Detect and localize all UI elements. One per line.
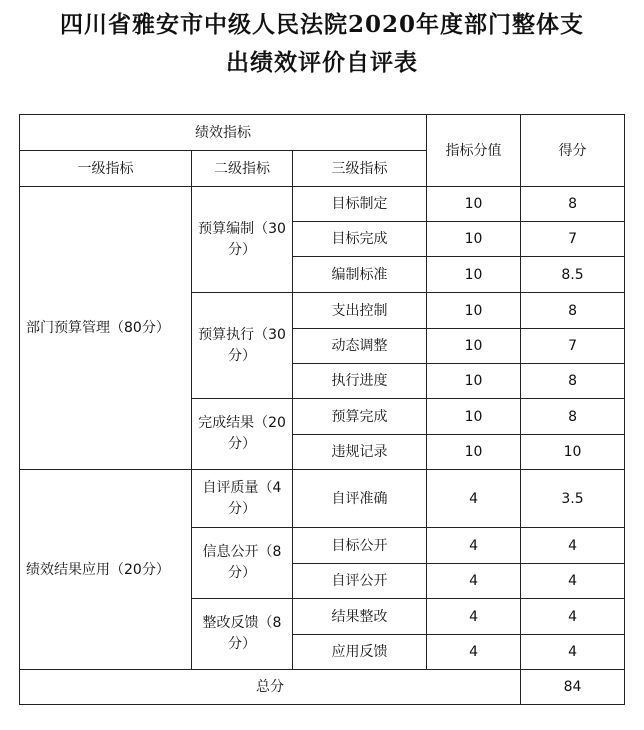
level-3-indicator: 自评公开 bbox=[293, 564, 427, 599]
score-value-cell: 10 bbox=[427, 293, 521, 329]
evaluation-table bbox=[19, 114, 625, 705]
level-3-indicator: 支出控制 bbox=[293, 293, 427, 329]
level-2-indicator: 信息公开（8分） bbox=[192, 528, 293, 599]
total-row bbox=[20, 670, 625, 705]
score-cell: 8 bbox=[521, 187, 625, 222]
score-value-cell: 10 bbox=[427, 329, 521, 364]
total-score: 84 bbox=[521, 670, 625, 705]
score-cell: 8.5 bbox=[521, 257, 625, 293]
score-cell: 4 bbox=[521, 564, 625, 599]
score-cell: 10 bbox=[521, 435, 625, 470]
level-3-indicator: 目标制定 bbox=[293, 187, 427, 222]
header-level-1: 一级指标 bbox=[20, 151, 192, 187]
score-value-cell: 4 bbox=[427, 470, 521, 528]
score-cell: 8 bbox=[521, 293, 625, 329]
level-2-indicator: 整改反馈（8分） bbox=[192, 599, 293, 670]
level-3-indicator: 目标公开 bbox=[293, 528, 427, 564]
header-level-3: 三级指标 bbox=[293, 151, 427, 187]
score-cell: 7 bbox=[521, 222, 625, 257]
level-1-indicator: 部门预算管理（80分） bbox=[20, 187, 192, 470]
score-value-cell: 4 bbox=[427, 564, 521, 599]
score-value-cell: 4 bbox=[427, 528, 521, 564]
header-row-1 bbox=[20, 115, 625, 151]
score-value-cell: 10 bbox=[427, 222, 521, 257]
document-title bbox=[0, 6, 644, 82]
total-label: 总分 bbox=[20, 670, 521, 705]
score-value-cell: 10 bbox=[427, 187, 521, 222]
score-cell: 4 bbox=[521, 528, 625, 564]
header-score: 得分 bbox=[521, 115, 625, 187]
level-1-indicator: 绩效结果应用（20分） bbox=[20, 470, 192, 670]
level-3-indicator: 预算完成 bbox=[293, 399, 427, 435]
score-cell: 8 bbox=[521, 364, 625, 399]
table-row bbox=[20, 187, 625, 222]
level-3-indicator: 自评准确 bbox=[293, 470, 427, 528]
title-line-1: 四川省雅安市中级人民法院2020年度部门整体支 bbox=[59, 11, 584, 38]
level-2-indicator: 完成结果（20分） bbox=[192, 399, 293, 470]
score-value-cell: 4 bbox=[427, 635, 521, 670]
table-row bbox=[20, 470, 625, 528]
score-value-cell: 4 bbox=[427, 599, 521, 635]
score-cell: 7 bbox=[521, 329, 625, 364]
score-value-cell: 10 bbox=[427, 399, 521, 435]
score-cell: 4 bbox=[521, 599, 625, 635]
level-2-indicator: 预算执行（30分） bbox=[192, 293, 293, 399]
header-performance-indicators: 绩效指标 bbox=[20, 115, 427, 151]
level-3-indicator: 编制标准 bbox=[293, 257, 427, 293]
level-3-indicator: 应用反馈 bbox=[293, 635, 427, 670]
level-3-indicator: 目标完成 bbox=[293, 222, 427, 257]
level-3-indicator: 违规记录 bbox=[293, 435, 427, 470]
score-cell: 3.5 bbox=[521, 470, 625, 528]
level-2-indicator: 自评质量（4分） bbox=[192, 470, 293, 528]
title-line-2: 出绩效评价自评表 bbox=[226, 49, 418, 76]
header-score-value: 指标分值 bbox=[427, 115, 521, 187]
header-level-2: 二级指标 bbox=[192, 151, 293, 187]
score-value-cell: 10 bbox=[427, 257, 521, 293]
score-value-cell: 10 bbox=[427, 364, 521, 399]
score-cell: 8 bbox=[521, 399, 625, 435]
level-2-indicator: 预算编制（30分） bbox=[192, 187, 293, 293]
score-value-cell: 10 bbox=[427, 435, 521, 470]
level-3-indicator: 结果整改 bbox=[293, 599, 427, 635]
score-cell: 4 bbox=[521, 635, 625, 670]
level-3-indicator: 执行进度 bbox=[293, 364, 427, 399]
level-3-indicator: 动态调整 bbox=[293, 329, 427, 364]
